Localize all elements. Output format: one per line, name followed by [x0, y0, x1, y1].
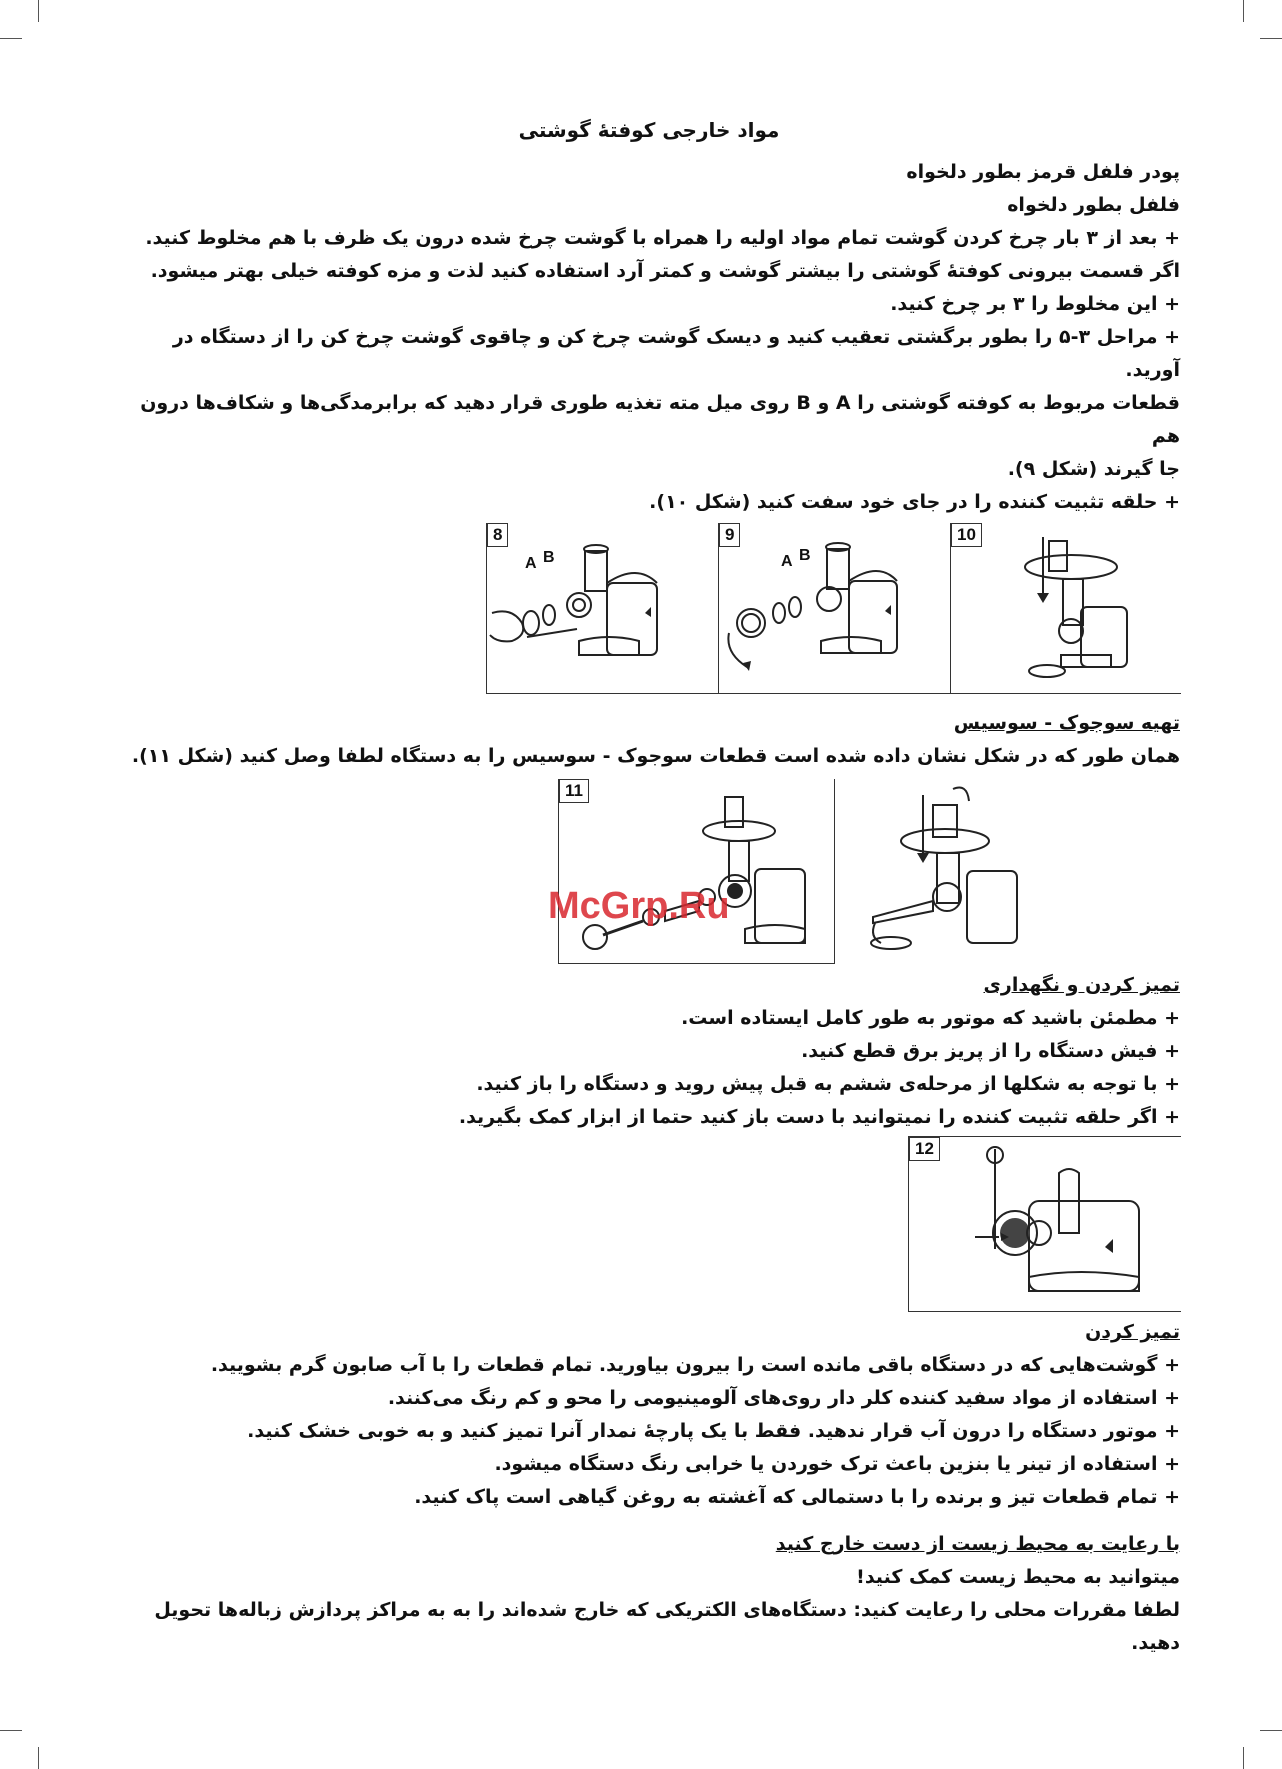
label-b: B — [799, 547, 811, 564]
cleaning-line: + موتور دستگاه را درون آب قرار ندهید. فقط با یک پارچهٔ نمدار آنرا تمیز کنید و به خوبی خشک کنید. — [247, 1420, 1180, 1442]
figure-row-mid — [118, 779, 1180, 963]
crop-mark — [1260, 38, 1282, 39]
figure-number: 8 — [487, 523, 508, 547]
crop-mark — [38, 0, 39, 22]
maintenance-line: + مطمئن باشید که موتور به طور کامل ایستاده است. — [681, 1007, 1180, 1029]
cleaning-line: + استفاده از مواد سفید کننده کلر دار روی‌های آلومینیومی را محو و کم رنگ می‌کنند. — [387, 1387, 1180, 1409]
instruction-line: + حلقه تثبیت کننده را در جای خود سفت کنید (شکل ۱۰). — [649, 491, 1180, 513]
figure-row-top — [118, 523, 1180, 701]
sausage-heading: تهیه سوجوک - سوسیس — [953, 712, 1180, 734]
meat-grinder-illustration — [951, 523, 1181, 693]
crop-mark — [1260, 1730, 1282, 1731]
crop-mark — [1243, 1747, 1244, 1769]
crop-mark — [38, 1747, 39, 1769]
figure-number: 11 — [559, 779, 589, 803]
figure-number: 9 — [719, 523, 740, 547]
label-a: A — [781, 553, 793, 570]
instruction-line: + مراحل ۳-۵ را بطور برگشتی تعقیب کنید و دیسک گوشت چرخ کن و چاقوی گوشت چرخ کن را از دستگاه در — [172, 326, 1180, 348]
crop-mark — [1243, 0, 1244, 22]
cleaning-line: + گوشت‌هایی که در دستگاه باقی مانده است را بیرون بیاورید. تمام قطعات را با آب صابون گرم بشویید. — [210, 1354, 1180, 1376]
label-a: A — [525, 555, 537, 572]
instruction-line: اگر قسمت بیرونی کوفتهٔ گوشتی را بیشتر گوشت و کمتر آرد استفاده کنید لذت و مزه کوفته خیلی بهتر میشود. — [150, 260, 1180, 282]
instruction-line: آورید. — [1125, 359, 1180, 381]
crop-mark — [0, 38, 22, 39]
instruction-line: جا گیرند (شکل ۹). — [1007, 458, 1180, 480]
document-page — [118, 118, 1180, 1660]
cleaning-line: + تمام قطعات تیز و برنده را با دستمالی که آغشته به روغن گیاهی است پاک کنید. — [414, 1486, 1180, 1508]
environment-heading: با رعایت به محیط زیست از دست خارج کنید — [775, 1533, 1180, 1555]
figure-number: 12 — [909, 1137, 940, 1161]
cleaning-heading: تمیز کردن — [1085, 1321, 1180, 1343]
figure-8 — [486, 523, 719, 694]
figure-11 — [558, 779, 835, 964]
section-heading: مواد خارجی کوفتهٔ گوشتی — [518, 118, 780, 142]
instruction-line: + بعد از ۳ بار چرخ کردن گوشت تمام مواد اولیه را همراه با گوشت چرخ شده درون یک ظرف با هم مخلوط کنید. — [145, 227, 1180, 249]
figure-9 — [718, 523, 951, 694]
environment-line: میتوانید به محیط زیست کمک کنید! — [856, 1566, 1180, 1588]
sausage-attachment-illustration — [559, 779, 835, 963]
ingredient-line: فلفل بطور دلخواه — [1007, 194, 1180, 216]
maintenance-heading: تمیز کردن و نگهداری — [983, 974, 1180, 996]
meat-grinder-illustration — [487, 523, 719, 693]
environment-line: لطفا مقررات محلی را رعایت کنید: دستگاه‌های الکتریکی که خارج شده‌اند را به به مراکز پردازش زباله‌ها تحویل دهید. — [154, 1599, 1180, 1654]
figure-10 — [950, 523, 1181, 694]
label-b: B — [543, 549, 555, 566]
spacer — [118, 1514, 1180, 1528]
instruction-line: قطعات مربوط به کوفته گوشتی را A و B روی میل مته تغذیه طوری قرار دهید که برابرمدگی‌ها و شکاف‌ها درون هم — [140, 392, 1180, 447]
figure-row-bottom — [118, 1136, 1180, 1310]
ingredient-line: پودر فلفل قرمز بطور دلخواه — [906, 161, 1180, 183]
maintenance-line: + اگر حلقه تثبیت کننده را نمیتوانید با دست باز کنید حتما از ابزار کمک بگیرید. — [458, 1106, 1180, 1128]
instruction-line: + این مخلوط را ۳ بر چرخ کنید. — [890, 293, 1180, 315]
disassembly-illustration — [909, 1137, 1181, 1311]
watermark: McGrp.Ru — [548, 885, 730, 927]
figure-11b — [834, 779, 1067, 963]
meat-grinder-illustration — [719, 523, 951, 693]
maintenance-line: + با توجه به شکلها از مرحله‌ی ششم به قبل پیش روید و دستگاه را باز کنید. — [476, 1073, 1180, 1095]
crop-mark — [0, 1730, 22, 1731]
maintenance-line: + فیش دستگاه را از پریز برق قطع کنید. — [801, 1040, 1180, 1062]
sausage-attachment-illustration — [835, 779, 1067, 963]
figure-12 — [908, 1136, 1181, 1312]
cleaning-line: + استفاده از تینر یا بنزین باعث ترک خوردن یا خرابی رنگ دستگاه میشود. — [494, 1453, 1180, 1475]
figure-number: 10 — [951, 523, 982, 547]
sausage-text: همان طور که در شکل نشان داده شده است قطعات سوجوک - سوسیس را به دستگاه لطفا وصل کنید (شکل ۱۱). — [131, 745, 1180, 767]
